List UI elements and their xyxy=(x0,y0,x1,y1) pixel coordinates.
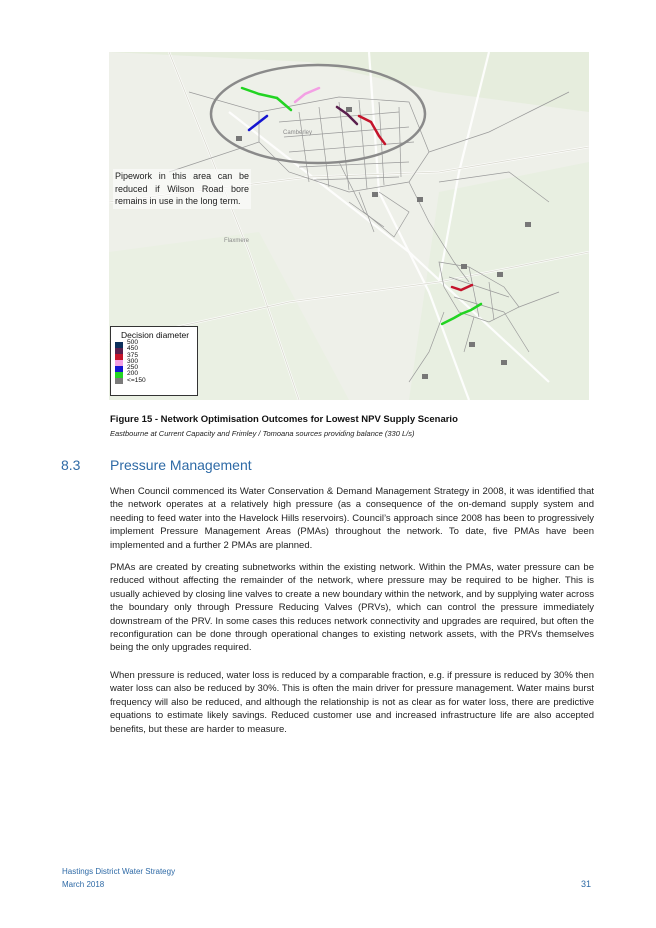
figure-caption: Figure 15 - Network Optimisation Outcomes for Lowest NPV Supply Scenario xyxy=(110,414,458,425)
section-title: Pressure Management xyxy=(110,457,252,473)
page-number: 31 xyxy=(581,879,592,889)
legend-labels xyxy=(127,340,146,384)
map-callout: Pipework in this area can be reduced if Wilson Road bore remains in use in the long term. xyxy=(113,169,251,209)
legend-label: 375 xyxy=(127,351,139,359)
footer-date: March 2018 xyxy=(62,880,105,889)
legend-label: <=150 xyxy=(127,376,146,384)
legend-label: 450 xyxy=(127,345,139,353)
legend-label: 300 xyxy=(127,357,139,365)
map-legend xyxy=(110,326,198,396)
legend-label: 200 xyxy=(127,370,139,378)
paragraph-1: When Council commenced its Water Conservation & Demand Management Strategy in 2008, it was identified that the network operates at a relatively high pressure (as a consequence of the on-demand supply system and needing to feed water into the Havelock Hills reservoirs). Council’s approach since 2008 has been to progressively implement Pressure Management Areas (PMAs) throughout the network. To date, five PMAs have been implemented and a further 2 PMAs are planned. xyxy=(110,486,594,551)
paragraph-2: PMAs are created by creating subnetworks within the existing network. Within the PMAs, water pressure can be reduced without affecting the remainder of the network, where pressure may be required to be higher. This is usually achieved by closing line valves to create a new boundary within the network, and by supplying water across the boundary only through Pressure Reducing Valves (PRVs), which can control the pressure immediately downstream of the PRV. In some cases this reduces network connectivity and upgrades are required, but often the reconfiguration can be done through operational changes to existing network assets, with the PRVs themselves being the only upgrades required. xyxy=(110,562,594,654)
map-label-flaxmere: Flaxmere xyxy=(224,238,250,244)
footer-doc-title: Hastings District Water Strategy xyxy=(62,867,176,876)
legend-label: 250 xyxy=(127,364,139,372)
legend-color-bar xyxy=(115,342,123,384)
map-label-camberley: Camberley xyxy=(283,130,313,136)
legend-label: 500 xyxy=(127,339,139,346)
figure-subcaption: Eastbourne at Current Capacity and Frimley / Tomoana sources providing balance (330 L/s) xyxy=(110,429,415,438)
legend-title: Decision diameter xyxy=(121,330,190,340)
paragraph-3: When pressure is reduced, water loss is reduced by a comparable fraction, e.g. if pressure is reduced by 30% then water loss can also be reduced by 30%. This is often the main driver for pressure management. Water mains burst frequency will also be reduced, and although the relationship is not as clear as for water loss, there are predictive equations to estimate likely savings. Reduced customer use and increased infrastructure life are also accepted benefits, but these are harder to measure. xyxy=(110,670,594,735)
section-number: 8.3 xyxy=(61,457,81,473)
network-map xyxy=(109,52,589,400)
legend-swatch-150 xyxy=(115,378,123,384)
